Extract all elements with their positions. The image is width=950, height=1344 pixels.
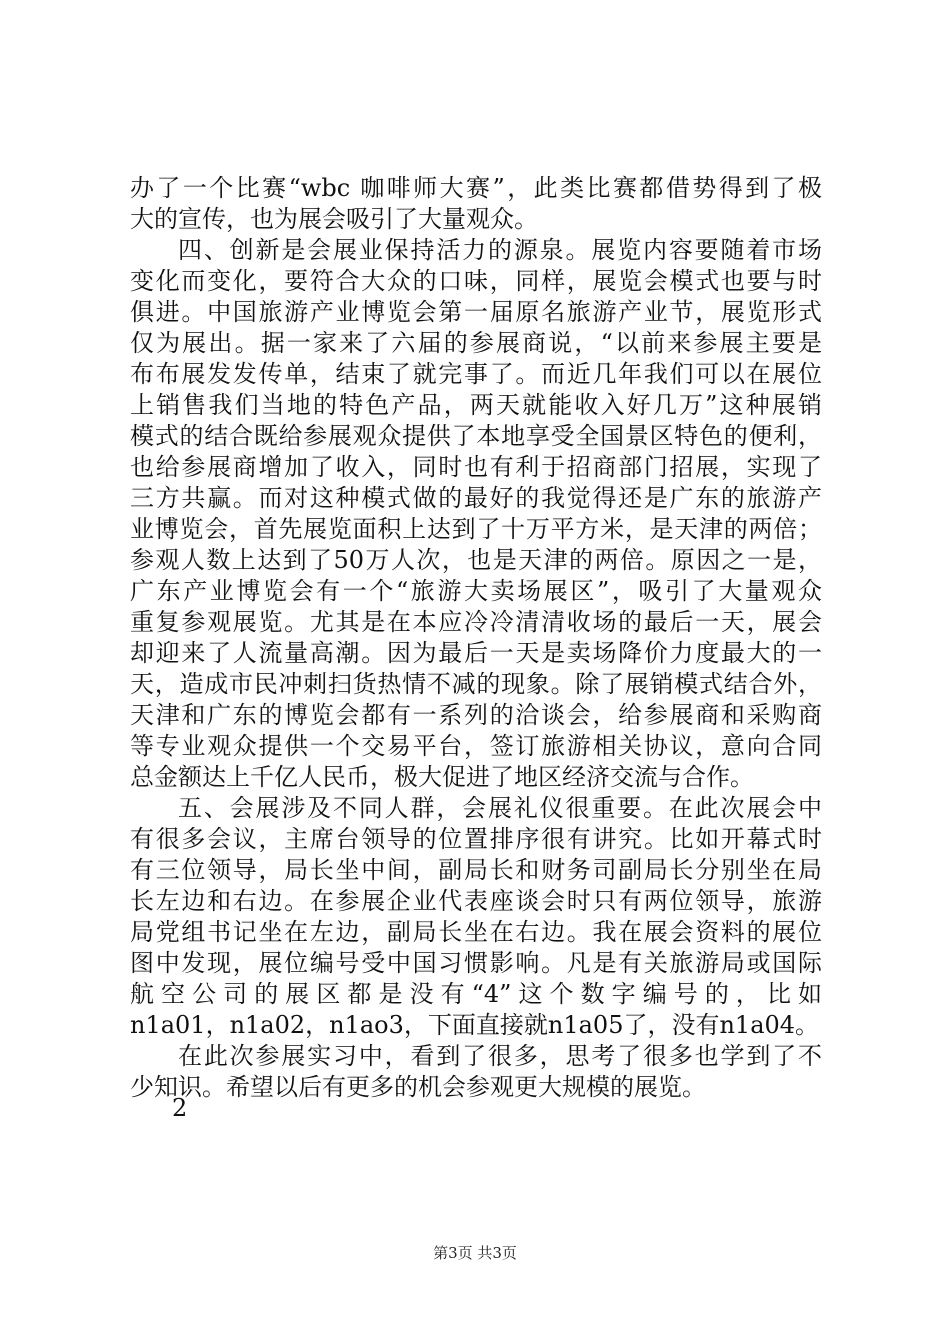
paragraph bbox=[130, 173, 822, 235]
text-line: 四、创新是会展业保持活力的源泉。展览内容要随着市场 bbox=[178, 236, 822, 264]
paragraph bbox=[130, 235, 822, 793]
text-line: 在此次参展实习中，看到了很多，思考了很多也学到了不 bbox=[178, 1042, 822, 1070]
text-line: n1a01，n1a02，n1ao3，下面直接就n1a05了，没有n1a04。 bbox=[130, 1011, 820, 1039]
text-line: 长左边和右边。在参展企业代表座谈会时只有两位领导，旅游 bbox=[130, 887, 822, 915]
text-line: 仅为展出。据一家来了六届的参展商说，“以前来参展主要是 bbox=[130, 329, 822, 357]
text-line: 天，造成市民冲刺扫货热情不减的现象。除了展销模式结合外， bbox=[130, 670, 822, 698]
text-line: 等专业观众提供一个交易平台，签订旅游相关协议，意向合同 bbox=[130, 732, 822, 760]
text-line: 天津和广东的博览会都有一系列的洽谈会，给参展商和采购商 bbox=[130, 701, 822, 729]
text-line: 模式的结合既给参展观众提供了本地享受全国景区特色的便利， bbox=[130, 422, 822, 450]
text-line: 业博览会，首先展览面积上达到了十万平方米，是天津的两倍； bbox=[130, 515, 822, 543]
text-line: 俱进。中国旅游产业博览会第一届原名旅游产业节，展览形式 bbox=[130, 298, 822, 326]
paragraph bbox=[130, 1041, 822, 1103]
text-line: 航空公司的展区都是没有“4”这个数字编号的，比如 bbox=[130, 980, 822, 1008]
text-line: 也给参展商增加了收入，同时也有利于招商部门招展，实现了 bbox=[130, 453, 822, 481]
document-body bbox=[130, 173, 822, 1103]
text-line: 却迎来了人流量高潮。因为最后一天是卖场降价力度最大的一 bbox=[130, 639, 822, 667]
text-line: 少知识。希望以后有更多的机会参观更大规模的展览。 bbox=[130, 1073, 706, 1101]
text-line: 办了一个比赛“wbc 咖啡师大赛”，此类比赛都借势得到了极 bbox=[130, 174, 822, 202]
text-line: 重复参观展览。尤其是在本应冷冷清清收场的最后一天，展会 bbox=[130, 608, 822, 636]
text-line: 大的宣传，也为展会吸引了大量观众。 bbox=[130, 205, 538, 233]
text-line: 变化而变化，要符合大众的口味，同样，展览会模式也要与时 bbox=[130, 267, 822, 295]
paragraph bbox=[130, 793, 822, 1041]
text-line: 三方共赢。而对这种模式做的最好的我觉得还是广东的旅游产 bbox=[130, 484, 822, 512]
inline-page-number: 2 bbox=[172, 1094, 188, 1122]
text-line: 图中发现，展位编号受中国习惯影响。凡是有关旅游局或国际 bbox=[130, 949, 822, 977]
text-line: 五、会展涉及不同人群，会展礼仪很重要。在此次展会中 bbox=[178, 794, 822, 822]
page-footer: 第3页 共3页 bbox=[433, 1244, 517, 1262]
text-line: 上销售我们当地的特色产品，两天就能收入好几万”这种展销 bbox=[130, 391, 822, 419]
text-line: 有很多会议，主席台领导的位置排序很有讲究。比如开幕式时 bbox=[130, 825, 822, 853]
text-line: 布布展发发传单，结束了就完事了。而近几年我们可以在展位 bbox=[130, 360, 822, 388]
text-line: 有三位领导，局长坐中间，副局长和财务司副局长分别坐在局 bbox=[130, 856, 822, 884]
text-line: 总金额达上千亿人民币，极大促进了地区经济交流与合作。 bbox=[130, 763, 754, 791]
text-line: 参观人数上达到了50万人次，也是天津的两倍。原因之一是， bbox=[130, 546, 822, 574]
text-line: 广东产业博览会有一个“旅游大卖场展区”，吸引了大量观众 bbox=[130, 577, 822, 605]
text-line: 局党组书记坐在左边，副局长坐在右边。我在展会资料的展位 bbox=[130, 918, 822, 946]
